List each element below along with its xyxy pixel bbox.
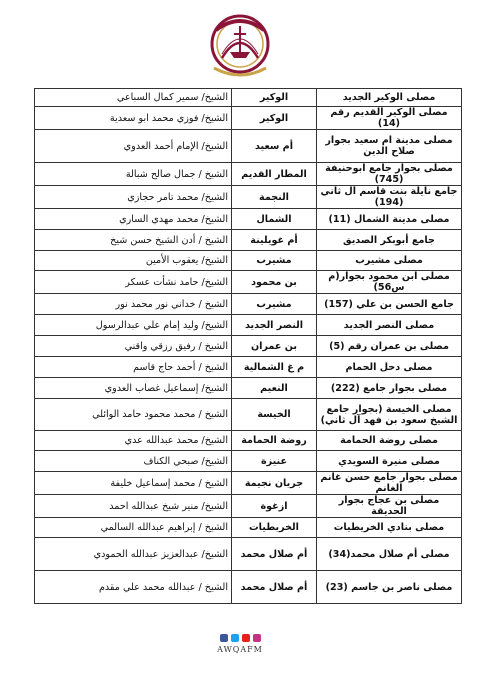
social-icons — [0, 634, 480, 642]
ministry-logo — [200, 8, 280, 84]
area-name: الوكير — [232, 107, 317, 130]
table-row — [35, 251, 462, 271]
facebook-icon[interactable] — [220, 634, 228, 642]
table-row — [35, 378, 462, 399]
table-row — [35, 472, 462, 495]
table-row — [35, 294, 462, 315]
area-name: عنيزة — [232, 451, 317, 472]
table-row — [35, 107, 462, 130]
table-row — [35, 186, 462, 209]
area-name: أم غويلينة — [232, 230, 317, 251]
area-name: المطار القديم — [232, 163, 317, 186]
imam-name: الشيخ / أحمد حاج قاسم — [35, 357, 232, 378]
mosque-name: مصلى الوكير القديم رقم (14) — [317, 107, 462, 130]
imam-name: الشيخ/ حامد نشأت عسكر — [35, 271, 232, 294]
table-row — [35, 271, 462, 294]
table-row — [35, 336, 462, 357]
imam-name: الشيخ/ محمد مهدي الساري — [35, 209, 232, 230]
table-row — [35, 399, 462, 431]
table-row — [35, 431, 462, 451]
imam-name: الشيخ/ سمير كمال السباعي — [35, 89, 232, 107]
mosque-name: مصلى دحل الحمام — [317, 357, 462, 378]
imam-name: الشيخ/ محمد عبدالله عدي — [35, 431, 232, 451]
mosque-name: مصلى مشيرب — [317, 251, 462, 271]
imam-name: الشيخ / أدن الشيخ حسن شيخ — [35, 230, 232, 251]
table-row — [35, 230, 462, 251]
area-name: ازغوة — [232, 495, 317, 518]
imam-name: الشيخ/ عبدالعزيز عبدالله الحمودي — [35, 538, 232, 571]
table-row — [35, 451, 462, 472]
mosque-name: مصلى بن عمران رقم (5) — [317, 336, 462, 357]
area-name: الخريطيات — [232, 518, 317, 538]
imam-name: الشيخ / محمد محمود حامد الوائلي — [35, 399, 232, 431]
table-row — [35, 571, 462, 604]
imam-name: الشيخ/ منير شيخ عبدالله احمد — [35, 495, 232, 518]
imam-name: الشيخ/ إسماعيل غصاب العدوي — [35, 378, 232, 399]
mosque-name: مصلى الوكير الجديد — [317, 89, 462, 107]
mosque-name: مصلى منيرة السويدي — [317, 451, 462, 472]
imam-name: الشيخ / رفيق رزقي واقني — [35, 336, 232, 357]
twitter-icon[interactable] — [231, 634, 239, 642]
mosque-name: مصلى روضة الحمامة — [317, 431, 462, 451]
area-name: الخيسة — [232, 399, 317, 431]
mosque-name: مصلى بنادي الخريطيات — [317, 518, 462, 538]
mosque-name: مصلى بجوار جامع ابوحنيفة (745) — [317, 163, 462, 186]
area-name: جريان نجيمة — [232, 472, 317, 495]
imam-name: الشيخ / عبدالله محمد علي مقدم — [35, 571, 232, 604]
footer-brand: AWQAFM — [217, 645, 263, 654]
area-name: مشيرب — [232, 294, 317, 315]
table-row — [35, 518, 462, 538]
mosque-name: مصلى بن عجاج بجوار الحديقة — [317, 495, 462, 518]
imam-name: الشيخ/ صبحي الكناف — [35, 451, 232, 472]
table-row — [35, 89, 462, 107]
table-row — [35, 130, 462, 163]
imam-name: الشيخ/ وليد إمام علي عبدالرسول — [35, 315, 232, 336]
table-row — [35, 209, 462, 230]
youtube-icon[interactable] — [242, 634, 250, 642]
table-row — [35, 163, 462, 186]
imam-name: الشيخ/ يعقوب الأمين — [35, 251, 232, 271]
mosque-name: مصلى أم صلال محمد(34) — [317, 538, 462, 571]
table-row — [35, 315, 462, 336]
area-name: النعيم — [232, 378, 317, 399]
area-name: أم سعيد — [232, 130, 317, 163]
mosque-name: مصلى بجوار جامع (222) — [317, 378, 462, 399]
imam-name: الشيخ / إبراهيم عبدالله السالمي — [35, 518, 232, 538]
imam-name: الشيخ/ الإمام أحمد العدوي — [35, 130, 232, 163]
area-name: النجمة — [232, 186, 317, 209]
area-name: بن عمران — [232, 336, 317, 357]
mosque-name: جامع الحسن بن علي (157) — [317, 294, 462, 315]
area-name: أم صلال محمد — [232, 571, 317, 604]
area-name: مشيرب — [232, 251, 317, 271]
imam-name: الشيخ / محمد إسماعيل خليفة — [35, 472, 232, 495]
area-name: الشمال — [232, 209, 317, 230]
mosque-name: جامع أبوبكر الصديق — [317, 230, 462, 251]
mosque-name: مصلى بجوار جامع حسن غانم الغانم — [317, 472, 462, 495]
area-name: روضة الحمامة — [232, 431, 317, 451]
imam-name: الشيخ / خداني نور محمد نور — [35, 294, 232, 315]
footer — [0, 634, 480, 664]
table-row — [35, 357, 462, 378]
mosque-name: مصلى الخيسة (بجوار جامع الشيخ سعود بن فهد آل ثاني) — [317, 399, 462, 431]
mosque-name: مصلى ابن محمود بجوار(م س56) — [317, 271, 462, 294]
table-row — [35, 538, 462, 571]
mosque-name: مصلى مدينة ام سعيد بجوار صلاح الدين — [317, 130, 462, 163]
imam-name: الشيخ / جمال صالح شبالة — [35, 163, 232, 186]
mosque-name: مصلى ناصر بن جاسم (23) — [317, 571, 462, 604]
area-name: م غ الشمالية — [232, 357, 317, 378]
area-name: النصر الجديد — [232, 315, 317, 336]
mosque-name: مصلى النصر الجديد — [317, 315, 462, 336]
table-row — [35, 495, 462, 518]
instagram-icon[interactable] — [253, 634, 261, 642]
mosque-table — [34, 88, 458, 604]
mosque-name: مصلى مدينة الشمال (11) — [317, 209, 462, 230]
header — [0, 8, 480, 84]
mosque-name: جامع نايلة بنت قاسم آل ثاني (194) — [317, 186, 462, 209]
area-name: أم صلال محمد — [232, 538, 317, 571]
area-name: الوكير — [232, 89, 317, 107]
area-name: بن محمود — [232, 271, 317, 294]
imam-name: الشيخ/ محمد تامر حجازي — [35, 186, 232, 209]
imam-name: الشيخ/ فوزي محمد ابو سعدية — [35, 107, 232, 130]
